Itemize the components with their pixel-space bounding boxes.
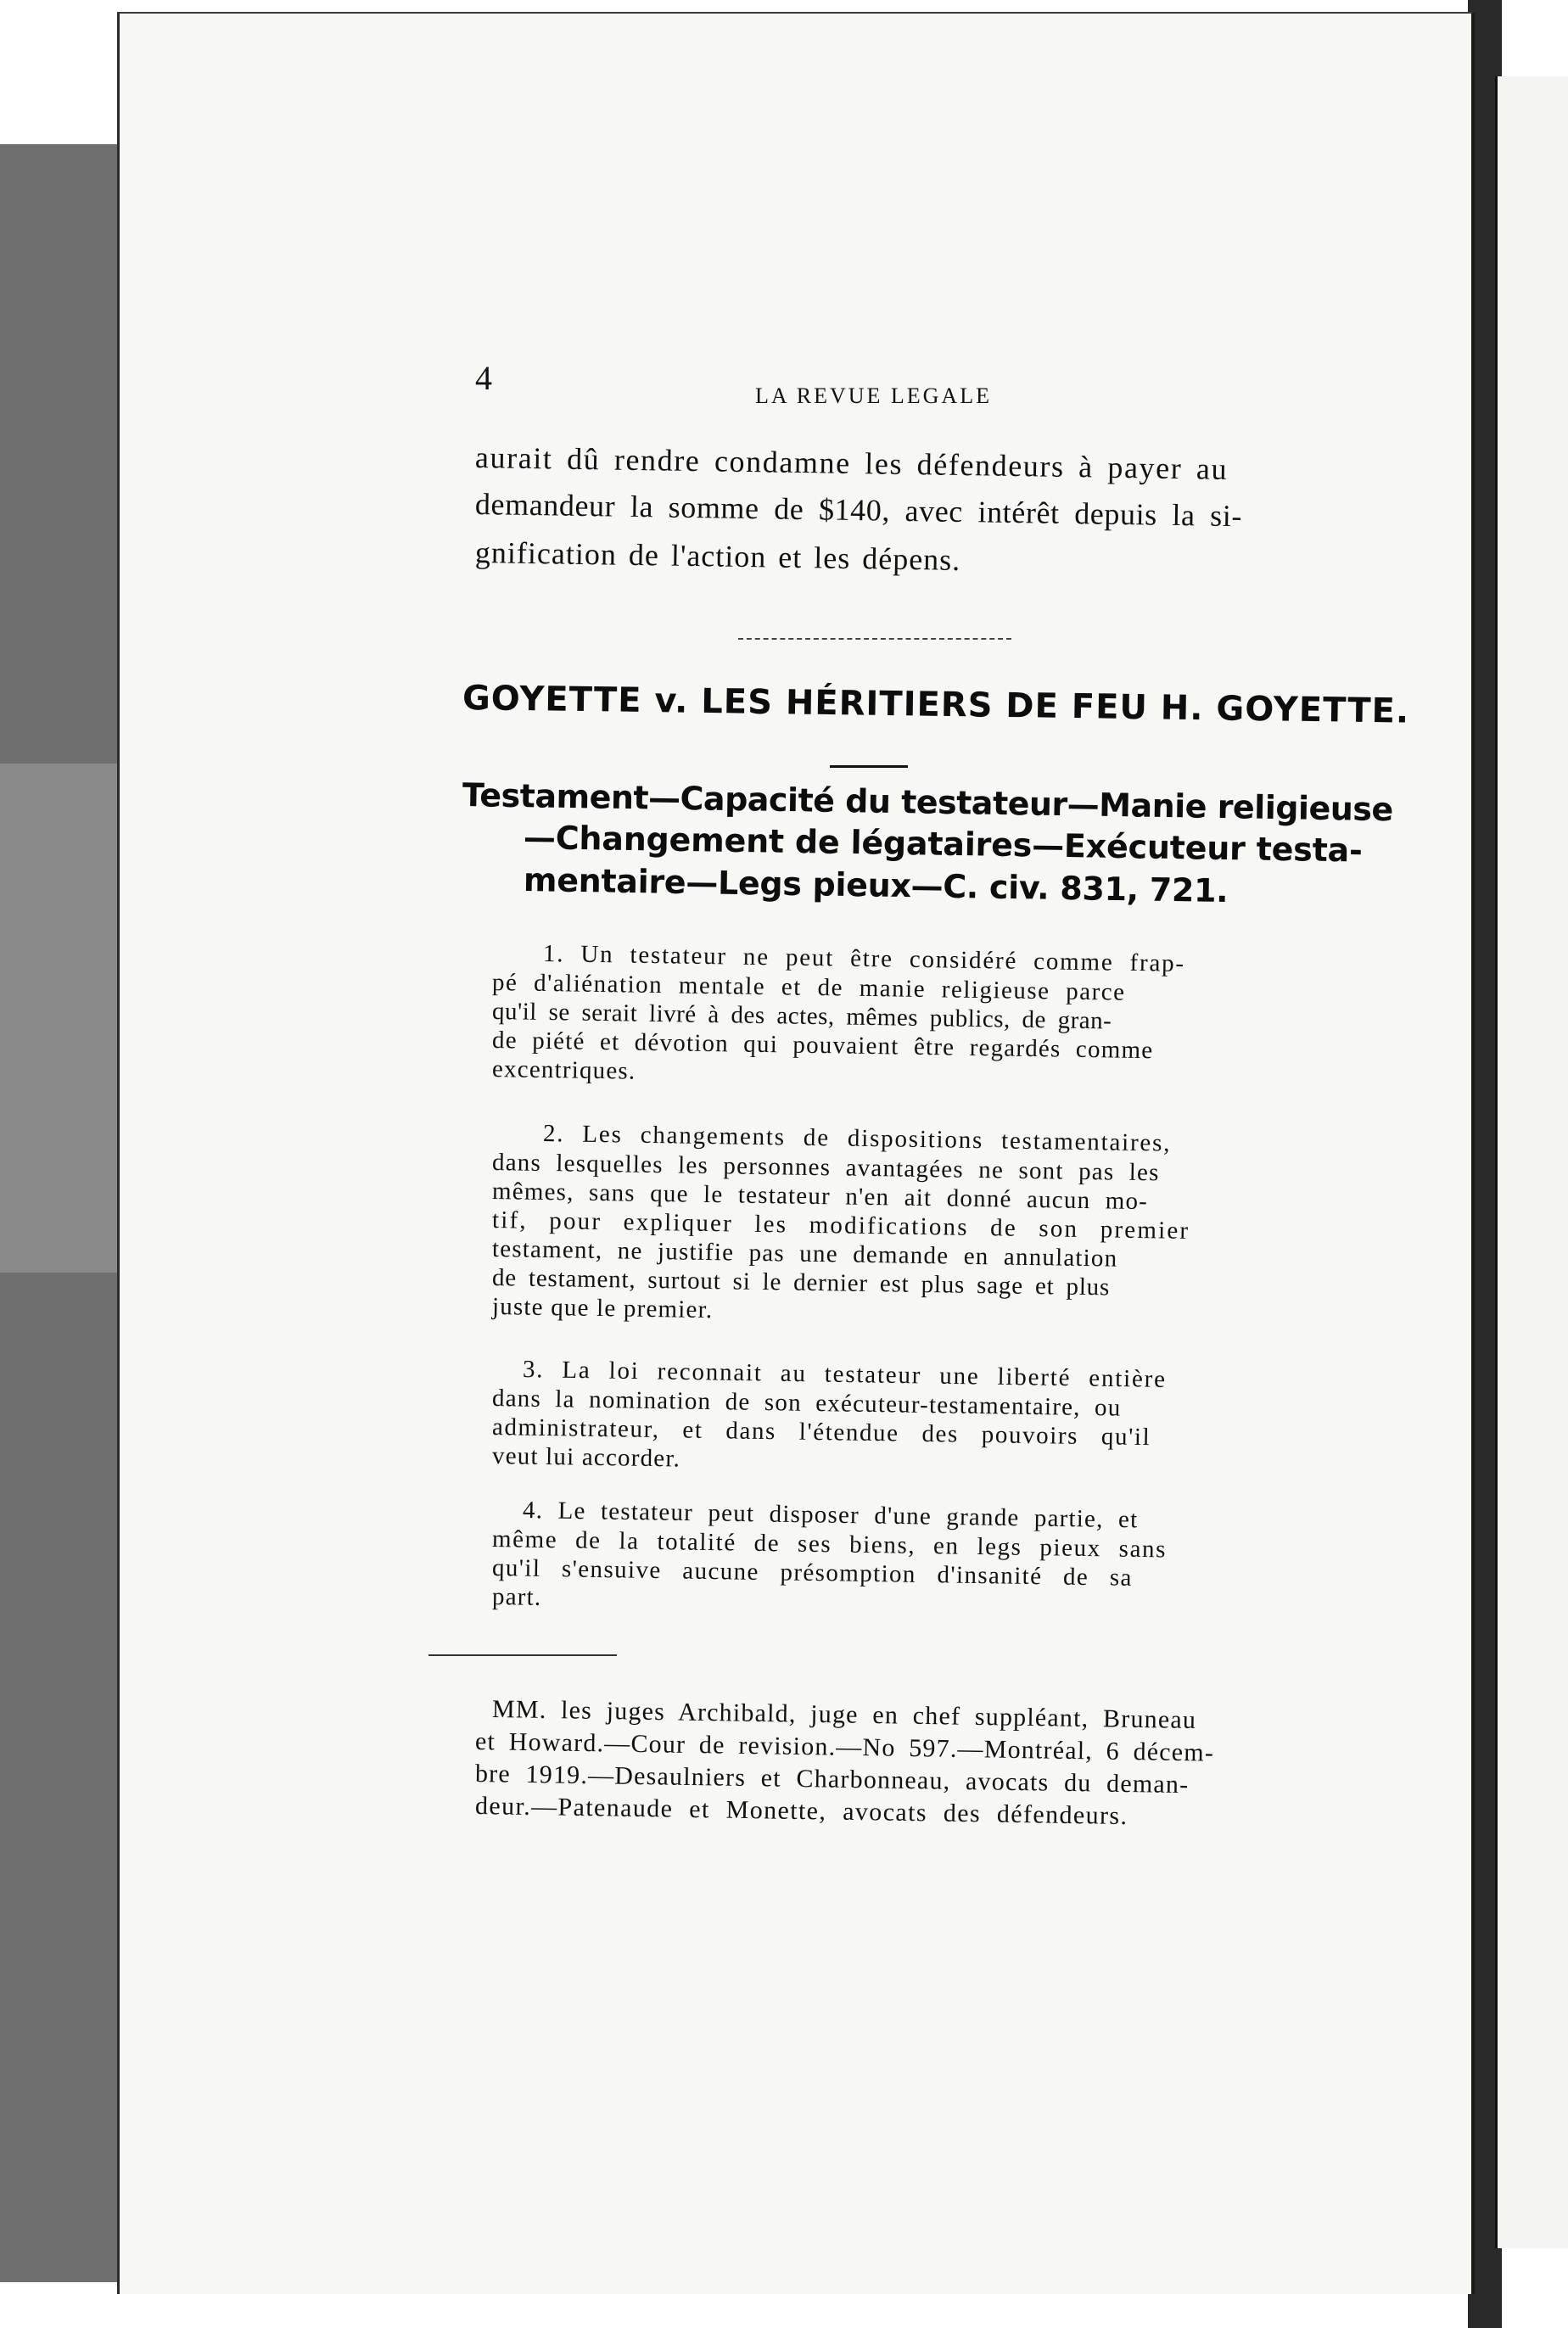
holding-line: 2. Les changements de dispositions testamentaires, <box>542 1120 1172 1157</box>
intro-paragraph <box>475 439 1290 592</box>
holding-line: administrateur, et dans l'étendue des pouvoirs qu'il <box>491 1413 1151 1452</box>
holding-line: part. <box>491 1583 542 1611</box>
subject-line: mentaire—Legs pieux—C. civ. 831, 721. <box>523 861 1229 910</box>
intro-line: demandeur la somme de $140, avec intérêt depuis la si- <box>474 487 1243 534</box>
holding-line: 3. La loi reconnait au testateur une liberté entière <box>522 1356 1168 1393</box>
adjacent-page-edge <box>1495 76 1568 2248</box>
footnote-divider <box>428 1654 617 1656</box>
holding-line: même de la totalité de ses biens, en legs pieux sans <box>491 1525 1168 1564</box>
intro-line: gnification de l'action et les dépens. <box>474 535 961 577</box>
footnote-line: MM. les juges Archibald, juge en chef suppléant, Bruneau <box>491 1695 1197 1735</box>
intro-line: aurait dû rendre condamne les défendeurs à payer au <box>474 440 1229 486</box>
holding-line: testament, ne justifie pas une demande en annulation <box>491 1235 1118 1273</box>
holding-line: de piété et dévotion qui pouvaient être regardés comme <box>491 1027 1154 1065</box>
holding-line: tif, pour expliquer les modifications de son premier <box>491 1206 1190 1245</box>
page-number: 4 <box>475 359 492 397</box>
holding-line: qu'il s'ensuive aucune présomption d'insanité de sa <box>491 1554 1134 1592</box>
holding-line: dans la nomination de son exécuteur-testamentaire, ou <box>491 1385 1122 1422</box>
subject-headnote <box>462 776 1394 937</box>
holding-line: mêmes, sans que le testateur n'en ait donné aucun mo- <box>491 1178 1149 1216</box>
subject-line: Testament—Capacité du testateur—Manie religieuse <box>462 776 1394 829</box>
holding-line: dans lesquelles les personnes avantagées ne sont pas les <box>491 1149 1160 1187</box>
footnote-line: deur.—Patenaude et Monette, avocats des défendeurs. <box>474 1792 1128 1831</box>
holding-line: pé d'aliénation mentale et de manie religieuse parce <box>491 969 1126 1006</box>
holding-line: 1. Un testateur ne peut être considéré comme frap- <box>542 940 1186 977</box>
footnote-line: bre 1919.—Desaulniers et Charbonneau, avocats du deman- <box>474 1760 1190 1799</box>
running-head: LA REVUE LEGALE <box>755 383 992 408</box>
scanner-background-band-light <box>0 764 123 1273</box>
section-divider <box>738 638 1011 640</box>
holding-line: veut lui accorder. <box>491 1442 681 1473</box>
subject-line: —Changement de légataires—Exécuteur testa- <box>523 819 1363 870</box>
holding-line: de testament, surtout si le dernier est plus sage et plus <box>491 1264 1111 1301</box>
holding-line: excentriques. <box>491 1055 636 1085</box>
title-divider <box>830 765 908 768</box>
footnote-line: et Howard.—Cour de revision.—No 597.—Montréal, 6 décem- <box>474 1727 1215 1767</box>
holding-line: juste que le premier. <box>491 1293 714 1324</box>
holding-line: qu'il se serait livré à des actes, mêmes publics, de gran- <box>491 998 1112 1035</box>
holding-line: 4. Le testateur peut disposer d'une grande partie, et <box>522 1497 1139 1534</box>
case-title: GOYETTE v. LES HÉRITIERS DE FEU H. GOYETTE. <box>462 679 1410 731</box>
